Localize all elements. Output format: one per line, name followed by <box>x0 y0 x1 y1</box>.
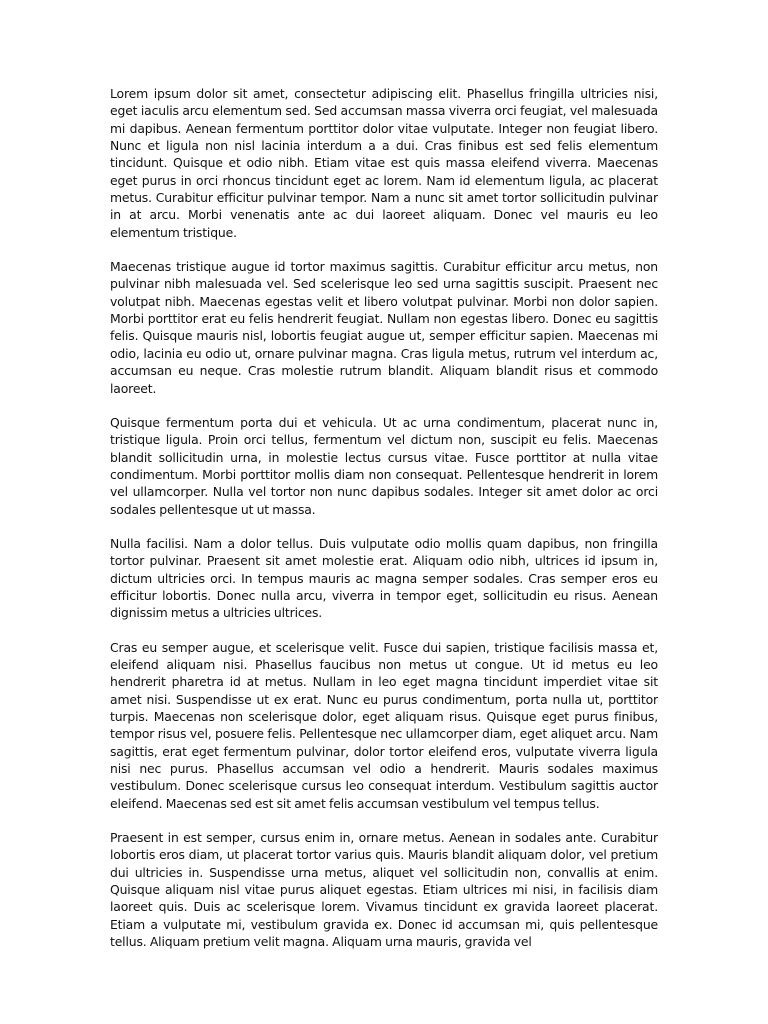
paragraph-6: Praesent in est semper, cursus enim in, ornare metus. Aenean in sodales ante. Curabitur lobortis eros diam, ut placerat tortor varius quis. Mauris blandit aliquam dolor, vel pretium dui ultricies in. Suspendisse urna metus, aliquet vel sollicitudin non, convallis at enim. Quisque aliquam nisl vitae purus aliquet egestas. Etiam ultrices mi nisi, in facilisis diam laoreet quis. Duis ac scelerisque lorem. Vivamus tincidunt ex gravida laoreet placerat. Etiam a vulputate mi, vestibulum gravida ex. Donec id accumsan mi, quis pellentesque tellus. Aliquam pretium velit magna. Aliquam urna mauris, gravida vel <box>110 830 658 950</box>
document-body <box>110 85 658 967</box>
paragraph-5: Cras eu semper augue, et scelerisque velit. Fusce dui sapien, tristique facilisis massa et, eleifend aliquam nisi. Phasellus faucibus non metus ut congue. Ut id metus eu leo hendrerit pharetra id at metus. Nullam in leo eget magna tincidunt imperdiet vitae sit amet nisi. Suspendisse ut ex erat. Nunc eu purus condimentum, porta nulla ut, porttitor turpis. Maecenas non scelerisque dolor, eget aliquam risus. Quisque eget purus finibus, tempor risus vel, posuere felis. Pellentesque nec ullamcorper diam, eget aliquet arcu. Nam sagittis, erat eget fermentum pulvinar, dolor tortor eleifend eros, vulputate viverra ligula nisi nec purus. Phasellus accumsan vel odio a hendrerit. Mauris sodales maximus vestibulum. Donec scelerisque cursus leo consequat interdum. Vestibulum sagittis auctor eleifend. Maecenas sed est sit amet felis accumsan vestibulum vel tempus tellus. <box>110 639 658 811</box>
paragraph-4: Nulla facilisi. Nam a dolor tellus. Duis vulputate odio mollis quam dapibus, non fringilla tortor pulvinar. Praesent sit amet molestie erat. Aliquam odio nibh, ultrices id ipsum in, dictum ultricies orci. In tempus mauris ac magna semper sodales. Cras semper eros eu efficitur lobortis. Donec nulla arcu, viverra in tempor eget, sollicitudin eu risus. Aenean dignissim metus a ultricies ultrices. <box>110 535 658 621</box>
paragraph-3: Quisque fermentum porta dui et vehicula. Ut ac urna condimentum, placerat nunc in, tristique ligula. Proin orci tellus, fermentum vel dictum non, suscipit eu felis. Maecenas blandit sollicitudin urna, in molestie lectus cursus vitae. Fusce porttitor at nulla vitae condimentum. Morbi porttitor mollis diam non consequat. Pellentesque hendrerit in lorem vel ullamcorper. Nulla vel tortor non nunc dapibus sodales. Integer sit amet dolor ac orci sodales pellentesque ut ut massa. <box>110 414 658 517</box>
paragraph-1: Lorem ipsum dolor sit amet, consectetur adipiscing elit. Phasellus fringilla ultricies nisi, eget iaculis arcu elementum sed. Sed accumsan massa viverra orci feugiat, vel malesuada mi dapibus. Aenean fermentum porttitor dolor vitae vulputate. Integer non feugiat libero. Nunc et ligula non nisl lacinia interdum a a dui. Cras finibus est sed felis elementum tincidunt. Quisque et odio nibh. Etiam vitae est quis massa eleifend viverra. Maecenas eget purus in orci rhoncus tincidunt eget ac lorem. Nam id elementum ligula, ac placerat metus. Curabitur efficitur pulvinar tempor. Nam a nunc sit amet tortor sollicitudin pulvinar in at arcu. Morbi venenatis ante ac dui laoreet aliquam. Donec vel mauris eu leo elementum tristique. <box>110 86 658 240</box>
paragraph-2: Maecenas tristique augue id tortor maximus sagittis. Curabitur efficitur arcu metus, non pulvinar nibh malesuada vel. Sed scelerisque leo sed urna sagittis suscipit. Praesent nec volutpat nibh. Maecenas egestas velit et libero volutpat pulvinar. Morbi non dolor sapien. Morbi porttitor erat eu felis hendrerit feugiat. Nullam non egestas libero. Donec eu sagittis felis. Quisque mauris nisl, lobortis feugiat augue ut, semper efficitur sapien. Maecenas mi odio, lacinia eu odio ut, ornare pulvinar magna. Cras ligula metus, rutrum vel interdum ac, accumsan eu neque. Cras molestie rutrum blandit. Aliquam blandit risus et commodo laoreet. <box>110 259 658 396</box>
